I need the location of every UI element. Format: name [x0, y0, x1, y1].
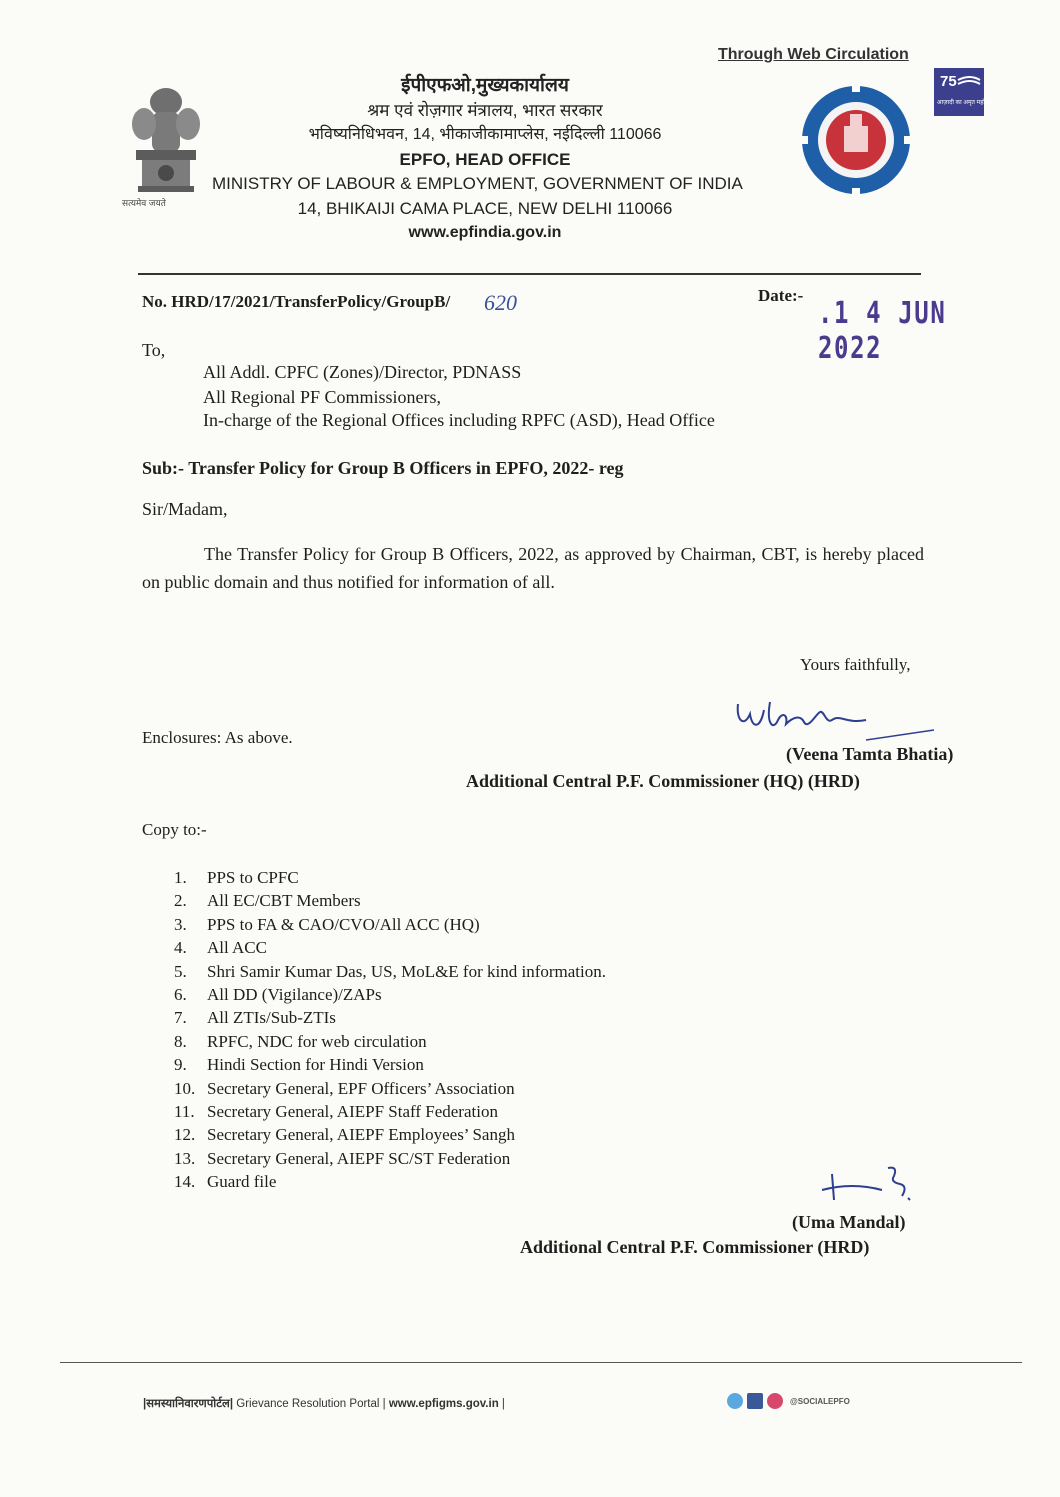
enclosures: Enclosures: As above.: [142, 728, 293, 747]
reference-number: No. HRD/17/2021/TransferPolicy/GroupB/: [142, 292, 451, 311]
signature-veena-tamta-bhatia: [716, 684, 936, 744]
national-emblem-icon: [128, 84, 204, 214]
date-stamp: .1 4 JUN 2022: [818, 296, 947, 366]
salutation-to: To,: [142, 340, 166, 360]
signatory1-designation: Additional Central P.F. Commissioner (HQ) (HRD): [466, 771, 860, 791]
footer-hindi-portal: |समस्यानिवारणपोर्टल|: [143, 1398, 234, 1410]
footer-text: [143, 1396, 505, 1411]
signatory2-designation: Additional Central P.F. Commissioner (HRD): [520, 1237, 870, 1257]
ministry-english: MINISTRY OF LABOUR & EMPLOYMENT, GOVERNMENT OF INDIA: [212, 174, 743, 193]
instagram-icon[interactable]: [767, 1393, 783, 1409]
footer-portal-label: Grievance Resolution Portal |: [233, 1398, 389, 1410]
addressee-line: All Regional PF Commissioners,: [203, 387, 442, 407]
list-item: 11. Secretary General, AIEPF Staff Federation: [174, 1101, 498, 1121]
date-label: Date:-: [758, 286, 804, 305]
list-item: 7. All ZTIs/Sub-ZTIs: [174, 1008, 336, 1028]
signatory1-name: (Veena Tamta Bhatia): [786, 744, 954, 764]
list-item: 5. Shri Samir Kumar Das, US, MoL&E for kind information.: [174, 961, 606, 981]
address-hindi: भविष्यनिधिभवन, 14, भीकाजीकामाप्लेस, नईदिल्ली 110066: [308, 126, 662, 143]
twitter-icon[interactable]: [727, 1393, 743, 1409]
social-handle: @SOCIALEPFO: [790, 1396, 850, 1406]
org-name-english: EPFO, HEAD OFFICE: [399, 149, 571, 169]
list-item: 9. Hindi Section for Hindi Version: [174, 1055, 424, 1075]
greeting: Sir/Madam,: [142, 499, 228, 519]
list-item: 1. PPS to CPFC: [174, 868, 299, 887]
ministry-hindi: श्रम एवं रोज़गार मंत्रालय, भारत सरकार: [367, 100, 603, 120]
addressee-line: All Addl. CPFC (Zones)/Director, PDNASS: [203, 362, 522, 382]
epfo-logo-icon: [800, 84, 912, 196]
footer-divider: [60, 1362, 1022, 1363]
circulation-note: Through Web Circulation: [718, 46, 909, 63]
facebook-icon[interactable]: [747, 1393, 763, 1409]
list-item: 8. RPFC, NDC for web circulation: [174, 1031, 427, 1051]
list-item: 10. Secretary General, EPF Officers’ Association: [174, 1078, 515, 1098]
subject-line: Sub:- Transfer Policy for Group B Officers in EPFO, 2022- reg: [142, 458, 624, 478]
copy-to-list: [174, 866, 606, 1193]
list-item: 4. All ACC: [174, 938, 267, 958]
azadi-logo-text: आज़ादी का अमृत महोत्सव: [937, 100, 995, 106]
address-english: 14, BHIKAIJI CAMA PLACE, NEW DELHI 110066: [297, 198, 673, 218]
list-item: 6. All DD (Vigilance)/ZAPs: [174, 984, 382, 1004]
list-item: 14. Guard file: [174, 1172, 277, 1192]
list-item: 12. Secretary General, AIEPF Employees’ Sangh: [174, 1125, 515, 1145]
signatory2-name: (Uma Mandal): [792, 1212, 906, 1232]
emblem-caption: सत्यमेव जयते: [122, 198, 166, 208]
addressee-line: In-charge of the Regional Offices including RPFC (ASD), Head Office: [203, 410, 715, 430]
closing: Yours faithfully,: [800, 655, 911, 674]
org-name-hindi: ईपीएफओ,मुख्यकार्यालय: [401, 75, 569, 96]
reference-handwritten-number: 620: [484, 290, 517, 315]
grievance-portal-link[interactable]: www.epfigms.gov.in: [388, 1398, 499, 1410]
website-link[interactable]: www.epfindia.gov.in: [408, 224, 562, 241]
list-item: 3. PPS to FA & CAO/CVO/All ACC (HQ): [174, 914, 480, 934]
list-item: 2. All EC/CBT Members: [174, 891, 361, 911]
azadi-ka-amrit-mahotsav-logo: [934, 68, 995, 116]
list-item: 13. Secretary General, AIEPF SC/ST Federation: [174, 1148, 511, 1168]
footer-end: |: [498, 1398, 505, 1410]
azadi-logo-number: 75: [940, 73, 957, 90]
header-divider: [138, 273, 921, 275]
signature-uma-mandal: [812, 1160, 932, 1208]
body-paragraph: The Transfer Policy for Group B Officers, 2022, as approved by Chairman, CBT, is hereby placed on public domain and thus notified for information of all.: [142, 544, 924, 592]
letterhead: [200, 74, 770, 246]
social-links: [727, 1392, 850, 1410]
copy-to-label: Copy to:-: [142, 820, 207, 839]
